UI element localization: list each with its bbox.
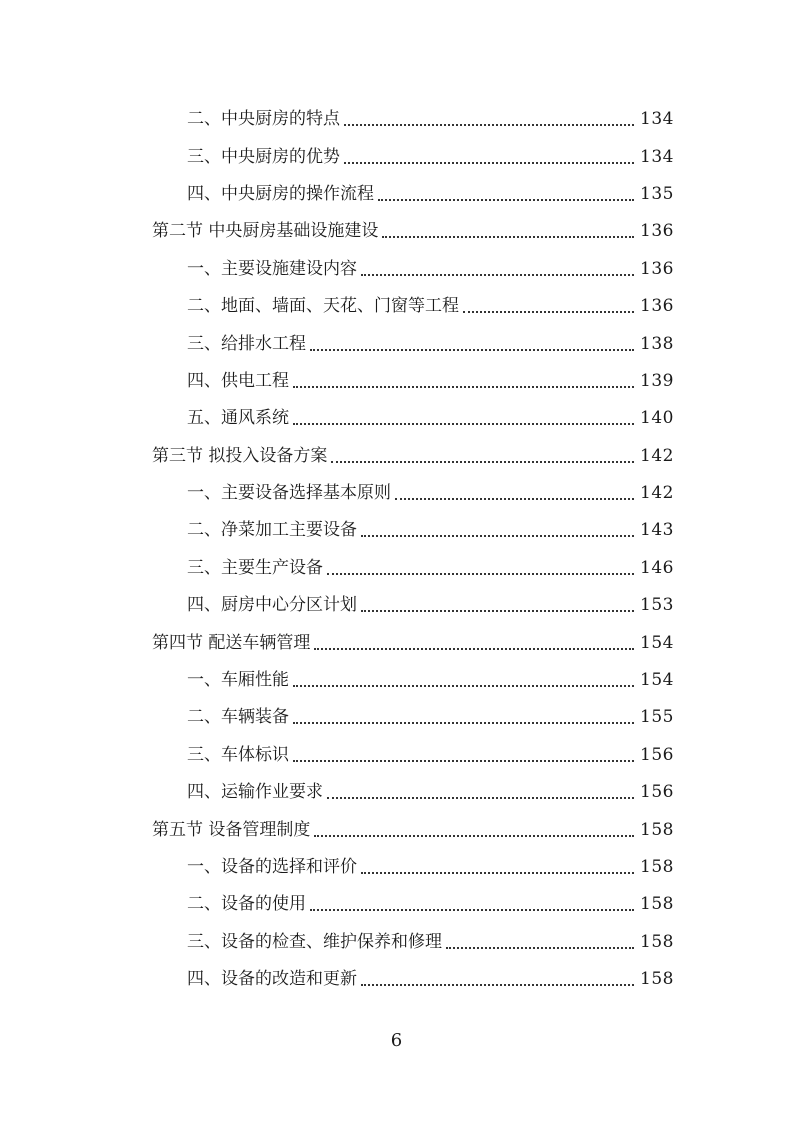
toc-dot-leader: [293, 684, 634, 687]
toc-subsection-entry[interactable]: [0, 550, 793, 587]
toc-subsection-entry[interactable]: [0, 924, 793, 961]
toc-entry-page-number: 155: [640, 707, 674, 728]
toc-entry-page-number: 136: [640, 258, 674, 279]
table-of-contents: [0, 101, 793, 998]
toc-entry-title: 四、厨房中心分区计划: [187, 595, 357, 616]
toc-entry-page-number: 154: [640, 670, 674, 691]
toc-subsection-entry[interactable]: [0, 325, 793, 362]
toc-entry-title: 第二节 中央厨房基础设施建设: [152, 221, 379, 242]
toc-entry-page-number: 134: [640, 109, 674, 130]
toc-entry-page-number: 146: [640, 557, 674, 578]
toc-dot-leader: [331, 460, 634, 463]
toc-subsection-entry[interactable]: [0, 774, 793, 811]
toc-entry-page-number: 139: [640, 370, 674, 391]
toc-subsection-entry[interactable]: [0, 587, 793, 624]
toc-entry-page-number: 138: [640, 333, 674, 354]
toc-dot-leader: [361, 871, 634, 874]
toc-entry-title: 一、设备的选择和评价: [187, 857, 357, 877]
toc-entry-title: 五、通风系统: [187, 408, 289, 429]
toc-section-entry[interactable]: [0, 811, 793, 848]
toc-entry-title: 三、设备的检查、维护保养和修理: [187, 931, 442, 952]
toc-dot-leader: [310, 348, 634, 351]
toc-dot-leader: [463, 310, 634, 313]
toc-entry-page-number: 158: [640, 931, 674, 952]
toc-subsection-entry[interactable]: [0, 101, 793, 138]
toc-entry-page-number: 156: [640, 782, 674, 803]
toc-entry-title: 二、设备的使用: [187, 894, 306, 915]
toc-subsection-entry[interactable]: [0, 662, 793, 699]
toc-dot-leader: [293, 385, 634, 388]
toc-entry-page-number: 142: [640, 445, 674, 466]
toc-entry-title: 二、净菜加工主要设备: [187, 520, 357, 541]
toc-entry-page-number: 136: [640, 221, 674, 242]
toc-section-entry[interactable]: [0, 624, 793, 661]
toc-dot-leader: [361, 983, 634, 986]
toc-dot-leader: [378, 198, 634, 201]
toc-entry-page-number: 153: [640, 595, 674, 616]
toc-entry-title: 三、给排水工程: [187, 333, 306, 354]
toc-section-entry[interactable]: [0, 438, 793, 475]
toc-entry-page-number: 154: [640, 632, 674, 653]
toc-entry-title: 四、供电工程: [187, 370, 289, 391]
toc-entry-title: 第五节 设备管理制度: [152, 819, 311, 840]
page-number: 6: [390, 1030, 403, 1051]
toc-subsection-entry[interactable]: [0, 400, 793, 437]
toc-subsection-entry[interactable]: [0, 288, 793, 325]
toc-entry-page-number: 158: [640, 819, 674, 840]
toc-dot-leader: [395, 497, 634, 500]
toc-section-entry[interactable]: [0, 213, 793, 250]
toc-entry-title: 一、主要设施建设内容: [187, 258, 357, 279]
toc-entry-title: 三、主要生产设备: [187, 557, 323, 578]
toc-dot-leader: [314, 834, 634, 837]
toc-subsection-entry[interactable]: [0, 961, 793, 998]
toc-dot-leader: [344, 123, 634, 126]
toc-entry-page-number: 136: [640, 296, 674, 317]
toc-dot-leader: [327, 796, 634, 799]
toc-dot-leader: [361, 534, 634, 537]
toc-entry-page-number: 140: [640, 408, 674, 429]
toc-entry-page-number: 158: [640, 894, 674, 915]
toc-subsection-entry[interactable]: [0, 251, 793, 288]
toc-dot-leader: [361, 273, 634, 276]
toc-subsection-entry[interactable]: [0, 176, 793, 213]
toc-dot-leader: [361, 609, 634, 612]
toc-entry-title: 一、主要设备选择基本原则: [187, 483, 391, 504]
toc-entry-title: 三、中央厨房的优势: [187, 146, 340, 167]
toc-entry-title: 三、车体标识: [187, 744, 289, 765]
toc-entry-page-number: 134: [640, 146, 674, 167]
toc-subsection-entry[interactable]: [0, 512, 793, 549]
toc-subsection-entry[interactable]: [0, 138, 793, 175]
toc-dot-leader: [293, 422, 634, 425]
toc-subsection-entry[interactable]: [0, 699, 793, 736]
toc-dot-leader: [293, 721, 634, 724]
toc-entry-page-number: 142: [640, 483, 674, 504]
toc-subsection-entry[interactable]: [0, 737, 793, 774]
toc-subsection-entry[interactable]: [0, 886, 793, 923]
toc-entry-title: 二、车辆装备: [187, 707, 289, 728]
toc-subsection-entry[interactable]: [0, 475, 793, 512]
toc-entry-title: 四、中央厨房的操作流程: [187, 183, 374, 204]
toc-entry-title: 第三节 拟投入设备方案: [152, 445, 328, 466]
toc-subsection-entry[interactable]: [0, 363, 793, 400]
toc-entry-title: 四、运输作业要求: [187, 782, 323, 803]
toc-entry-page-number: 143: [640, 520, 674, 541]
toc-entry-title: 一、车厢性能: [187, 670, 289, 691]
toc-dot-leader: [310, 908, 634, 911]
toc-dot-leader: [327, 572, 634, 575]
toc-dot-leader: [344, 161, 634, 164]
toc-entry-title: 第四节 配送车辆管理: [152, 632, 311, 653]
toc-dot-leader: [446, 946, 634, 949]
toc-entry-page-number: 158: [640, 857, 674, 877]
toc-entry-page-number: 135: [640, 183, 674, 204]
toc-entry-title: 二、地面、墙面、天花、门窗等工程: [187, 296, 459, 317]
toc-entry-page-number: 156: [640, 744, 674, 765]
toc-entry-page-number: 158: [640, 969, 674, 990]
toc-entry-title: 二、中央厨房的特点: [187, 109, 340, 130]
toc-dot-leader: [314, 647, 634, 650]
toc-dot-leader: [293, 759, 634, 762]
toc-dot-leader: [382, 235, 634, 238]
toc-subsection-entry[interactable]: [0, 849, 793, 886]
toc-entry-title: 四、设备的改造和更新: [187, 969, 357, 990]
